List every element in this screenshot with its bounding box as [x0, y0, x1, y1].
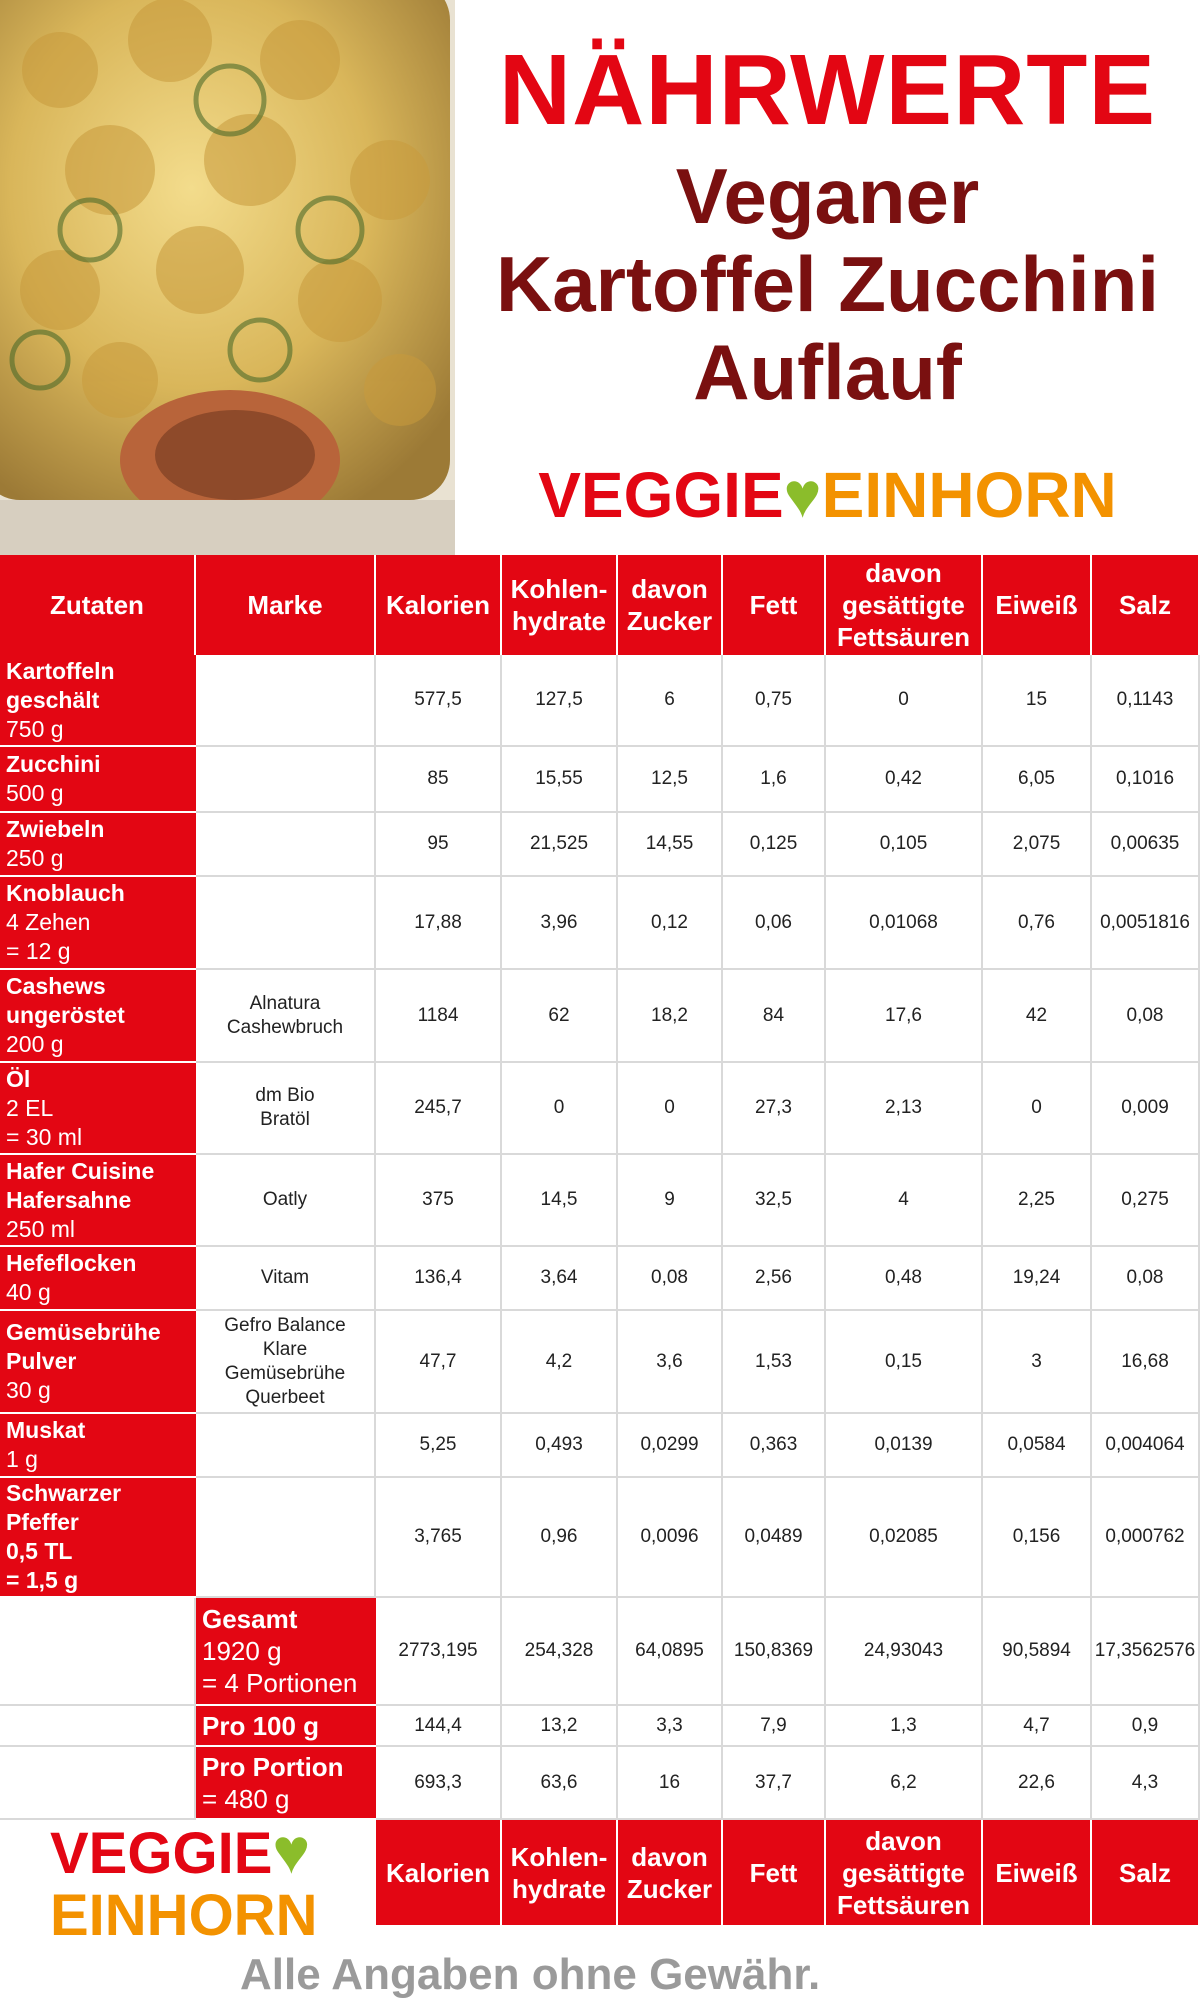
- value-cell: 0,06: [723, 877, 826, 970]
- text-line: Oatly: [262, 1189, 308, 1210]
- text-line: davon: [631, 1841, 708, 1872]
- value-cell: 0,08: [618, 1247, 723, 1311]
- text-line: 30 g: [6, 1377, 51, 1403]
- value-cell: 0,125: [723, 813, 826, 877]
- text-line: Querbeet: [245, 1386, 325, 1408]
- ingredient-name: [0, 1478, 196, 1598]
- value-cell: 14,55: [618, 813, 723, 877]
- text-line: hydrate: [512, 1873, 606, 1904]
- total-value-cell: 6,2: [826, 1747, 983, 1820]
- value-cell: 15,55: [502, 747, 618, 813]
- column-header: [826, 555, 983, 655]
- text-line: Zucchini: [6, 751, 101, 777]
- disclaimer: Alle Angaben ohne Gewähr.: [240, 1950, 821, 1999]
- value-cell: 1,6: [723, 747, 826, 813]
- value-cell: 0,48: [826, 1247, 983, 1311]
- empty-cell: [0, 1747, 196, 1820]
- ingredient-name: [0, 1414, 196, 1478]
- logo-text-veggie: VEGGIE: [538, 459, 784, 531]
- recipe-subtitle-line-2: Kartoffel Zucchini: [495, 240, 1160, 328]
- text-line: Eiweiß: [995, 1857, 1078, 1888]
- total-label: [196, 1706, 376, 1747]
- value-cell: 0,0139: [826, 1414, 983, 1478]
- value-cell: 17,6: [826, 970, 983, 1063]
- ingredient-name: [0, 1311, 196, 1414]
- value-cell: 0,363: [723, 1414, 826, 1478]
- value-cell: 12,5: [618, 747, 723, 813]
- brand-cell: [196, 747, 376, 813]
- total-value-cell: 693,3: [376, 1747, 502, 1820]
- total-value-cell: 16: [618, 1747, 723, 1820]
- value-cell: 0,00635: [1092, 813, 1200, 877]
- brand-cell: [196, 1311, 376, 1414]
- text-line: gesättigte: [842, 590, 965, 620]
- text-line: geschält: [6, 686, 100, 713]
- text-line: Cashews: [6, 973, 106, 999]
- value-cell: 0,000762: [1092, 1478, 1200, 1598]
- value-cell: 4,2: [502, 1311, 618, 1414]
- text-line: 4 Zehen: [6, 909, 91, 935]
- value-cell: 32,5: [723, 1155, 826, 1247]
- logo-text-einhorn: EINHORN: [50, 1883, 318, 1948]
- text-line: Gemüsebrühe: [6, 1319, 161, 1345]
- total-value-cell: 63,6: [502, 1747, 618, 1820]
- empty-cell: [0, 1598, 196, 1706]
- value-cell: 6,05: [983, 747, 1092, 813]
- text-line: Marke: [247, 590, 323, 620]
- text-line: Cashewbruch: [226, 1016, 344, 1038]
- text-line: Fett: [749, 590, 798, 620]
- value-cell: 2,13: [826, 1063, 983, 1155]
- value-cell: 84: [723, 970, 826, 1063]
- value-cell: 0,75: [723, 655, 826, 747]
- total-value-cell: 1,3: [826, 1706, 983, 1747]
- text-line: Salz: [1118, 1857, 1172, 1888]
- value-cell: 6: [618, 655, 723, 747]
- text-line: Klare: [262, 1338, 308, 1360]
- brand-cell: [196, 1414, 376, 1478]
- text-line: Kohlen-: [510, 574, 608, 604]
- value-cell: 0,009: [1092, 1063, 1200, 1155]
- column-header: [196, 555, 376, 655]
- text-line: Kalorien: [385, 590, 491, 620]
- value-cell: 95: [376, 813, 502, 877]
- text-line: Alnatura: [249, 992, 321, 1014]
- value-cell: 0,1016: [1092, 747, 1200, 813]
- brand-cell: [196, 1155, 376, 1247]
- value-cell: 19,24: [983, 1247, 1092, 1311]
- text-line: Pfeffer: [6, 1509, 79, 1535]
- recipe-subtitle-line-3: Auflauf: [693, 328, 962, 416]
- value-cell: 0,105: [826, 813, 983, 877]
- brand-logo-top: [455, 455, 1200, 535]
- value-cell: 2,56: [723, 1247, 826, 1311]
- value-cell: 245,7: [376, 1063, 502, 1155]
- text-line: davon: [865, 1825, 942, 1856]
- value-cell: 0,0299: [618, 1414, 723, 1478]
- text-line: 200 g: [6, 1031, 64, 1057]
- value-cell: 0: [983, 1063, 1092, 1155]
- text-line: 250 ml: [6, 1215, 76, 1242]
- total-value-cell: 90,5894: [983, 1598, 1092, 1706]
- value-cell: 3,64: [502, 1247, 618, 1311]
- value-cell: 0,12: [618, 877, 723, 970]
- footer-column-header: [983, 1820, 1092, 1925]
- text-line: = 30 ml: [6, 1123, 83, 1150]
- footer-column-header: [502, 1820, 618, 1925]
- column-header: [376, 555, 502, 655]
- value-cell: 47,7: [376, 1311, 502, 1414]
- text-line: 1 g: [6, 1446, 38, 1472]
- empty-cell: [0, 1706, 196, 1747]
- value-cell: 0,08: [1092, 970, 1200, 1063]
- value-cell: 62: [502, 970, 618, 1063]
- text-line: Gefro Balance: [224, 1314, 346, 1336]
- value-cell: 136,4: [376, 1247, 502, 1311]
- casserole-image: [0, 0, 455, 555]
- value-cell: 1,53: [723, 1311, 826, 1414]
- brand-cell: [196, 813, 376, 877]
- value-cell: 42: [983, 970, 1092, 1063]
- text-line: hydrate: [512, 606, 606, 636]
- footer-column-header: [1092, 1820, 1200, 1925]
- text-line: Hafer Cuisine: [6, 1157, 155, 1184]
- text-line: Pulver: [6, 1348, 77, 1374]
- ingredient-name: [0, 747, 196, 813]
- text-line: = 12 g: [6, 938, 71, 964]
- brand-cell: [196, 655, 376, 747]
- footer-column-header: [723, 1820, 826, 1925]
- text-line: ungeröstet: [6, 1002, 125, 1028]
- text-line: Zwiebeln: [6, 816, 105, 842]
- value-cell: 15: [983, 655, 1092, 747]
- column-header: [983, 555, 1092, 655]
- value-cell: 0,0096: [618, 1478, 723, 1598]
- text-line: Pro 100 g: [202, 1710, 320, 1741]
- brand-cell: [196, 877, 376, 970]
- text-line: Öl: [6, 1065, 31, 1092]
- text-line: Knoblauch: [6, 880, 125, 906]
- value-cell: 17,88: [376, 877, 502, 970]
- ingredient-name: [0, 970, 196, 1063]
- text-line: Pro Portion: [202, 1751, 344, 1782]
- text-line: Bratöl: [260, 1109, 310, 1130]
- total-value-cell: 7,9: [723, 1706, 826, 1747]
- value-cell: 18,2: [618, 970, 723, 1063]
- value-cell: 2,25: [983, 1155, 1092, 1247]
- total-value-cell: 254,328: [502, 1598, 618, 1706]
- total-label: [196, 1747, 376, 1820]
- value-cell: 4: [826, 1155, 983, 1247]
- text-line: Eiweiß: [995, 590, 1078, 620]
- logo-text-einhorn: EINHORN: [821, 459, 1117, 531]
- text-line: Schwarzer: [6, 1480, 122, 1506]
- text-line: Kohlen-: [510, 1841, 608, 1872]
- page-title: NÄHRWERTE: [498, 34, 1157, 146]
- text-line: 250 g: [6, 845, 64, 871]
- brand-cell: [196, 1247, 376, 1311]
- column-header: [723, 555, 826, 655]
- value-cell: 85: [376, 747, 502, 813]
- total-value-cell: 24,93043: [826, 1598, 983, 1706]
- text-line: 1920 g: [202, 1636, 282, 1666]
- text-line: Fett: [749, 1857, 798, 1888]
- value-cell: 0: [502, 1063, 618, 1155]
- value-cell: 21,525: [502, 813, 618, 877]
- value-cell: 0,96: [502, 1478, 618, 1598]
- casserole-photo: [0, 0, 455, 555]
- total-label: [196, 1598, 376, 1706]
- value-cell: 0,15: [826, 1311, 983, 1414]
- text-line: Zucker: [626, 606, 713, 636]
- text-line: Hafersahne: [6, 1186, 132, 1213]
- text-line: Zutaten: [50, 590, 144, 620]
- value-cell: 27,3: [723, 1063, 826, 1155]
- text-line: Fettsäuren: [837, 622, 970, 652]
- text-line: Muskat: [6, 1417, 86, 1443]
- ingredient-name: [0, 1155, 196, 1247]
- value-cell: 0,0489: [723, 1478, 826, 1598]
- value-cell: 0,0051816: [1092, 877, 1200, 970]
- value-cell: 0,42: [826, 747, 983, 813]
- brand-cell: [196, 970, 376, 1063]
- value-cell: 16,68: [1092, 1311, 1200, 1414]
- text-line: 750 g: [6, 715, 64, 742]
- ingredient-name: [0, 813, 196, 877]
- text-line: = 1,5 g: [6, 1567, 79, 1593]
- value-cell: 0,02085: [826, 1478, 983, 1598]
- value-cell: 5,25: [376, 1414, 502, 1478]
- text-line: Fettsäuren: [837, 1889, 970, 1920]
- value-cell: 0: [826, 655, 983, 747]
- total-value-cell: 150,8369: [723, 1598, 826, 1706]
- total-value-cell: 13,2: [502, 1706, 618, 1747]
- text-line: gesättigte: [842, 1857, 965, 1888]
- ingredient-name: [0, 1247, 196, 1311]
- column-header: [618, 555, 723, 655]
- value-cell: 0,01068: [826, 877, 983, 970]
- total-value-cell: 37,7: [723, 1747, 826, 1820]
- value-cell: 3,765: [376, 1478, 502, 1598]
- text-line: davon: [865, 558, 942, 588]
- text-line: Salz: [1118, 590, 1172, 620]
- footer-column-header: [618, 1820, 723, 1925]
- value-cell: 0,493: [502, 1414, 618, 1478]
- total-value-cell: 144,4: [376, 1706, 502, 1747]
- value-cell: 3: [983, 1311, 1092, 1414]
- value-cell: 1184: [376, 970, 502, 1063]
- footer-column-header: [376, 1820, 502, 1925]
- column-header: [502, 555, 618, 655]
- brand-cell: [196, 1063, 376, 1155]
- text-line: Zucker: [626, 1873, 713, 1904]
- total-value-cell: 2773,195: [376, 1598, 502, 1706]
- value-cell: 14,5: [502, 1155, 618, 1247]
- total-value-cell: 3,3: [618, 1706, 723, 1747]
- value-cell: 577,5: [376, 655, 502, 747]
- value-cell: 0,156: [983, 1478, 1092, 1598]
- value-cell: 9: [618, 1155, 723, 1247]
- text-line: = 480 g: [202, 1783, 290, 1814]
- text-line: dm Bio: [255, 1085, 315, 1106]
- value-cell: 0,76: [983, 877, 1092, 970]
- value-cell: 375: [376, 1155, 502, 1247]
- ingredient-name: [0, 655, 196, 747]
- value-cell: 127,5: [502, 655, 618, 747]
- brand-logo-bottom: [50, 1815, 370, 1948]
- ingredient-name: [0, 1063, 196, 1155]
- column-header: [0, 555, 196, 655]
- text-line: 500 g: [6, 780, 64, 806]
- text-line: Gesamt: [202, 1604, 298, 1634]
- text-line: Kartoffeln: [6, 657, 115, 684]
- ingredient-name: [0, 877, 196, 970]
- text-line: Gemüsebrühe: [224, 1362, 346, 1384]
- text-line: Hefeflocken: [6, 1250, 137, 1276]
- header: [455, 0, 1200, 555]
- value-cell: 0,275: [1092, 1155, 1200, 1247]
- column-header: [1092, 555, 1200, 655]
- value-cell: 0,0584: [983, 1414, 1092, 1478]
- text-line: 2 EL: [6, 1094, 54, 1121]
- text-line: Kalorien: [385, 1857, 491, 1888]
- heart-icon: ♥: [783, 459, 822, 531]
- text-line: 40 g: [6, 1279, 51, 1305]
- value-cell: 0,08: [1092, 1247, 1200, 1311]
- value-cell: 0,1143: [1092, 655, 1200, 747]
- total-value-cell: 22,6: [983, 1747, 1092, 1820]
- value-cell: 0,004064: [1092, 1414, 1200, 1478]
- text-line: = 4 Portionen: [202, 1668, 358, 1698]
- logo-text-veggie: VEGGIE: [50, 1821, 273, 1886]
- recipe-subtitle-line-1: Veganer: [675, 152, 980, 240]
- text-line: davon: [631, 574, 708, 604]
- brand-cell: [196, 1478, 376, 1598]
- value-cell: 3,6: [618, 1311, 723, 1414]
- text-line: Vitam: [260, 1267, 310, 1288]
- text-line: 0,5 TL: [6, 1538, 73, 1564]
- total-value-cell: 0,9: [1092, 1706, 1200, 1747]
- total-value-cell: 64,0895: [618, 1598, 723, 1706]
- heart-icon: ♥: [272, 1815, 311, 1887]
- total-value-cell: 4,7: [983, 1706, 1092, 1747]
- total-value-cell: 17,3562576: [1092, 1598, 1200, 1706]
- value-cell: 3,96: [502, 877, 618, 970]
- total-value-cell: 4,3: [1092, 1747, 1200, 1820]
- value-cell: 0: [618, 1063, 723, 1155]
- footer-column-header: [826, 1820, 983, 1925]
- value-cell: 2,075: [983, 813, 1092, 877]
